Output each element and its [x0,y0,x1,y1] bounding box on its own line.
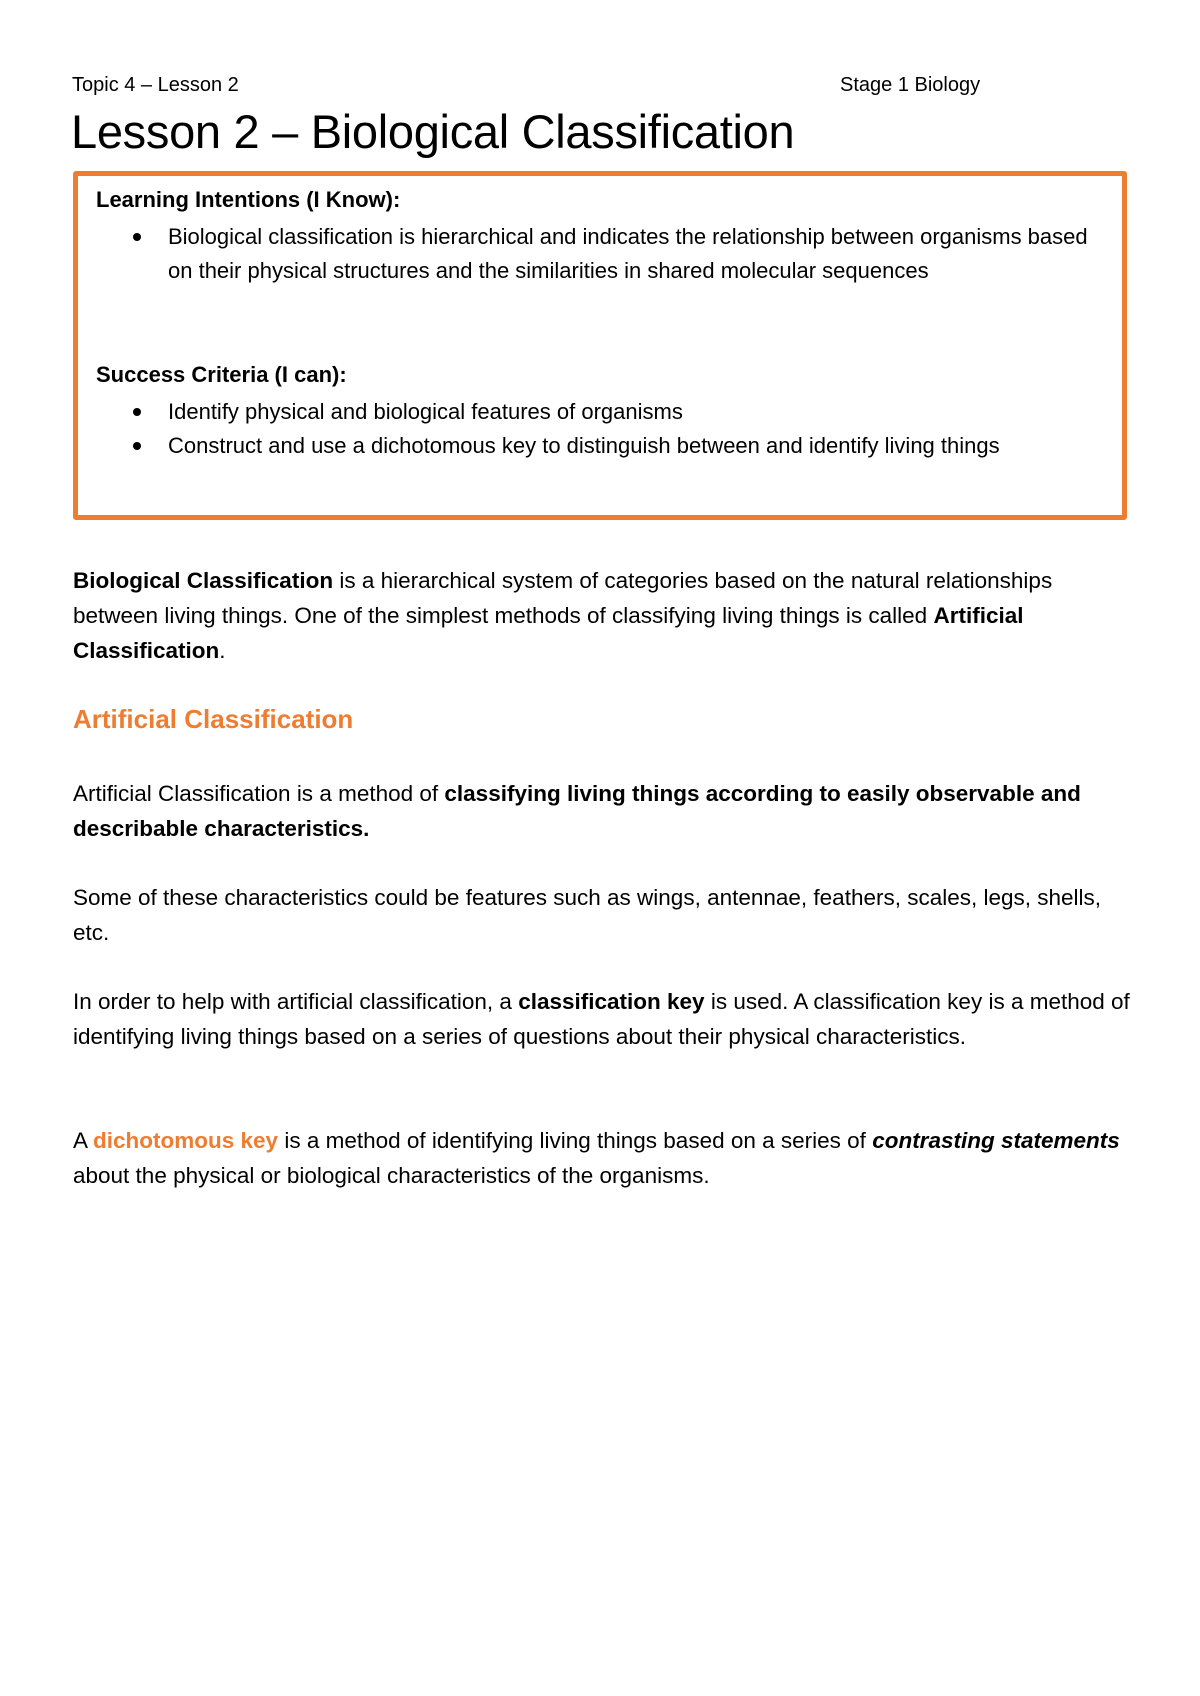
para-text: Artificial Classification is a method of [73,781,445,806]
term-biological-classification: Biological Classification [73,568,334,593]
intro-paragraph [73,563,1133,668]
list-item: Identify physical and biological features of organisms [96,395,1088,429]
paragraph-classification-key [73,984,1133,1054]
paragraph-definition [73,776,1133,846]
paragraph-characteristics [73,880,1133,950]
intro-end: . [219,638,226,663]
success-criteria-list [96,395,1088,463]
learning-intentions-list [96,220,1088,288]
para-text: is used. A classification key is a method of identifying living things based on a series of questions about their physical characteristics. [73,989,1130,1049]
para-bold: classifying living things according to easily observable and describable characteristics. [73,781,1081,841]
term-artificial-classification: Artificial Classification [73,603,1024,663]
page-title: Lesson 2 – Biological Classification [71,105,795,158]
header-subject: Stage 1 Biology [840,74,981,96]
learning-box [73,171,1127,520]
section-heading: Artificial Classification [73,704,354,734]
header-topic: Topic 4 – Lesson 2 [72,74,239,96]
para-text: about the physical or biological characteristics of the organisms. [73,1163,710,1188]
success-criteria-heading: Success Criteria (I can): [96,362,347,387]
para-text: In order to help with artificial classification, a [73,989,519,1014]
list-item: Biological classification is hierarchical and indicates the relationship between organisms based on their physical structures and the similarities in shared molecular sequences [96,220,1088,288]
para-text: is a method of identifying living things based on a series of [278,1128,873,1153]
paragraph-dichotomous-key [73,1123,1133,1193]
term-dichotomous-key: dichotomous key [93,1128,279,1153]
para-text: A [73,1128,94,1153]
para-text: Some of these characteristics could be features such as wings, antennae, feathers, scales, legs, shells, etc. [73,885,1102,945]
intro-text: is a hierarchical system of categories based on the natural relationships between living things. One of the simplest methods of classifying living things is called [73,568,1053,628]
learning-intentions-heading: Learning Intentions (I Know): [96,187,401,212]
term-contrasting-statements: contrasting statements [872,1128,1120,1153]
term-classification-key: classification key [518,989,705,1014]
list-item: Construct and use a dichotomous key to distinguish between and identify living things [96,429,1088,463]
